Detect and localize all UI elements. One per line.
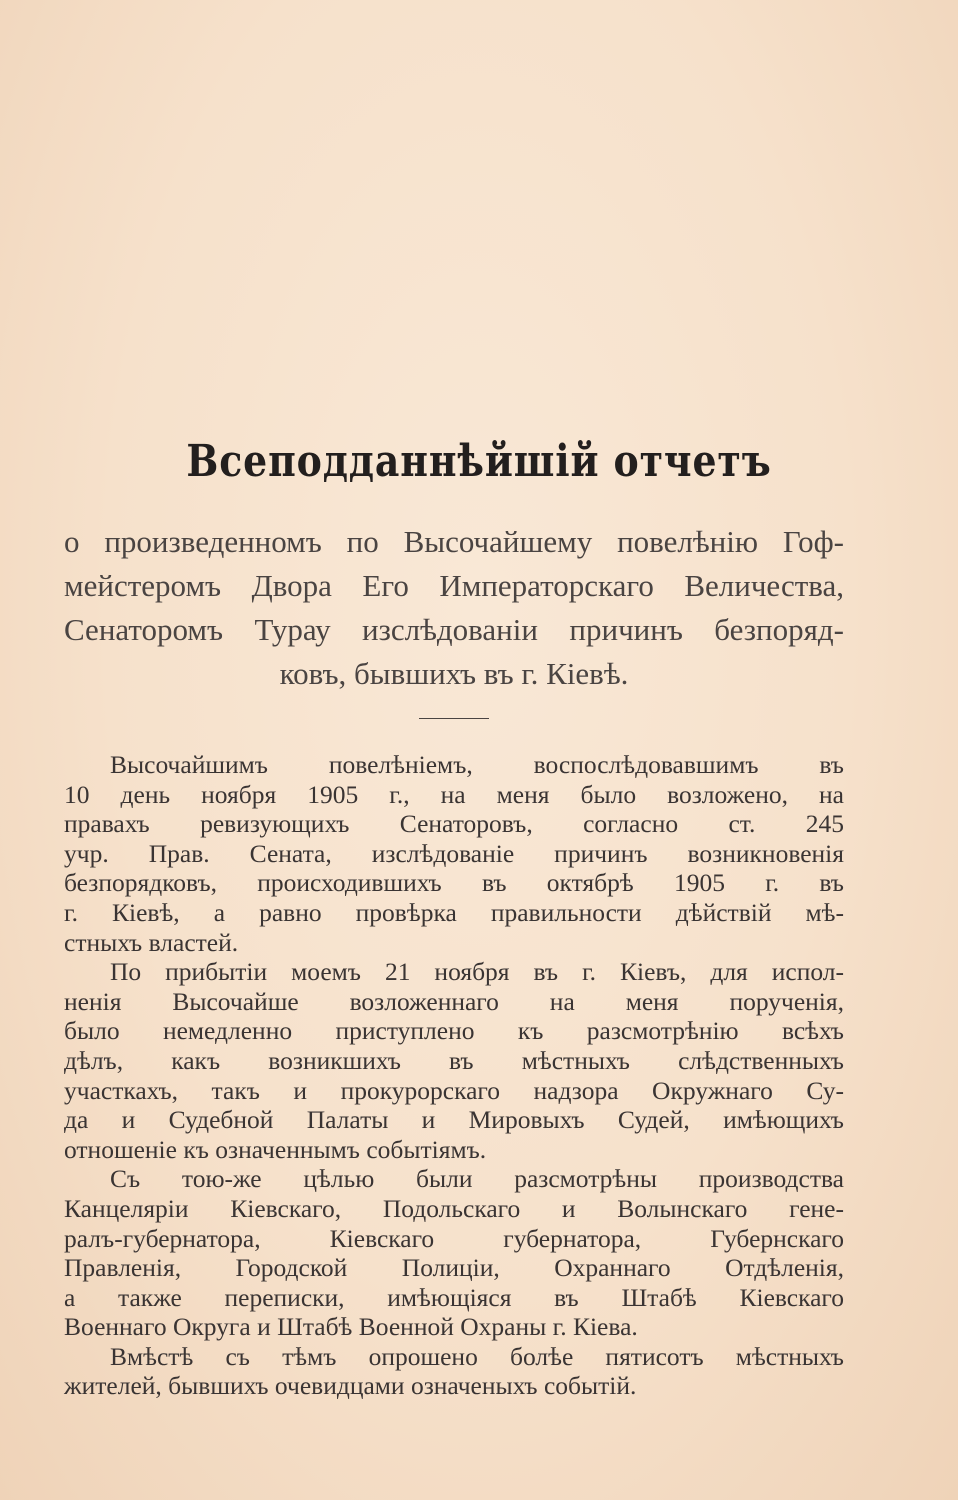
body-line: стныхъ властей. [64,927,239,957]
body-line: было немедленно приступлено къ разсмотрѣнію всѣхъ [64,1016,844,1046]
subtitle-line: мейстеромъ Двора Его Императорскаго Величества, [64,568,844,603]
body-line: Высочайшимъ повелѣніемъ, воспослѣдовавшимъ въ [110,750,844,779]
body-line: Съ тою-же цѣлью были разсмотрѣны производства [110,1164,844,1194]
body-line: участкахъ, такъ и прокурорскаго надзора Окружнаго Су- [64,1075,844,1105]
body-line: По прибытіи моемъ 21 ноября въ г. Кіевъ, для испол- [110,957,844,987]
subtitle-line: ковъ, бывшихъ въ г. Кіевѣ. [279,656,629,691]
document-subtitle [64,520,844,696]
document-title: Всеподданнѣйшій отчетъ [186,436,772,487]
subtitle-line: о произведенномъ по Высочайшему повелѣнію Гоф- [64,524,844,559]
body-line: ралъ-губернатора, Кіевскаго губернатора, Губернскаго [64,1223,844,1253]
body-line: Вмѣстѣ съ тѣмъ опрошено болѣе пятисотъ мѣстныхъ [110,1341,844,1371]
body-line: дѣлъ, какъ возникшихъ въ мѣстныхъ слѣдственныхъ [64,1045,844,1075]
body-text [64,750,844,1401]
body-line: 10 день ноября 1905 г., на меня было возложено, на [64,779,844,809]
body-line: а также переписки, имѣющіяся въ Штабѣ Кіевскаго [64,1282,844,1312]
body-line: правахъ ревизующихъ Сенаторовъ, согласно ст. 245 [64,809,844,839]
body-line: отношеніе къ означеннымъ событіямъ. [64,1134,487,1164]
section-divider [419,718,489,719]
body-line: да и Судебной Палаты и Мировыхъ Судей, имѣющихъ [64,1105,844,1135]
body-line: Правленія, Городской Полиціи, Охраннаго Отдѣленія, [64,1253,844,1283]
body-line: безпорядковъ, происходившихъ въ октябрѣ 1905 г. въ [64,868,844,898]
body-line: учр. Прав. Сената, изслѣдованіе причинъ возникновенія [64,838,844,868]
body-line: г. Кіевѣ, а равно провѣрка правильности дѣйствій мѣ- [64,897,844,927]
body-line: жителей, бывшихъ очевидцами означеныхъ событій. [64,1371,637,1401]
subtitle-line: Сенаторомъ Турау изслѣдованіи причинъ безпоряд- [64,612,844,647]
body-line: Канцеляріи Кіевскаго, Подольскаго и Волынскаго гене- [64,1193,844,1223]
body-line: ненія Высочайше возложеннаго на меня порученія, [64,986,844,1016]
body-line: Военнаго Округа и Штабѣ Военной Охраны г. Кіева. [64,1312,638,1342]
